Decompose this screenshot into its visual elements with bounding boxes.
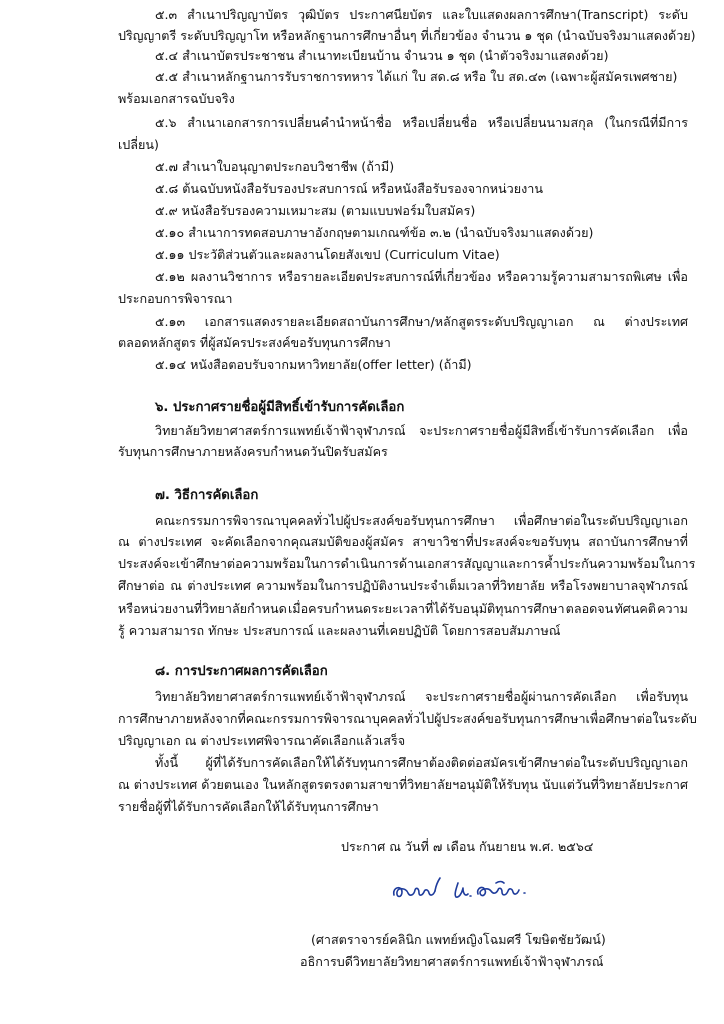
item-5-9: ๕.๙ หนังสือรับรองความเหมาะสม (ตามแบบฟอร์มใบสมัคร) [155, 203, 476, 218]
item-5-6-line-2: เปลี่ยน) [118, 137, 159, 152]
item-5-6-line-1: ๕.๖ สำเนาเอกสารการเปลี่ยนคำนำหน้าชื่อ หรือเปลี่ยนชื่อ หรือเปลี่ยนนามสกุล (ในกรณีที่มีการ [155, 115, 688, 130]
section-7-line-1: คณะกรรมการพิจารณาบุคคลทั่วไปผู้ประสงค์ขอรับทุนการศึกษา เพื่อศึกษาต่อในระดับปริญญาเอก [155, 513, 688, 528]
item-5-12-line-2: ประกอบการพิจารณา [118, 291, 233, 306]
section-7-line-3: ประสงค์จะเข้าศึกษาต่อ ความพร้อมในการดำเนินการด้านเอกสารสัญญาและการค้ำประกัน ความพร้อมในการ [118, 556, 696, 571]
item-5-3-line-1: ๕.๓ สำเนาปริญญาบัตร วุฒิบัตร ประกาศนียบัตร และใบแสดงผลการศึกษา(Transcript) ระดับ [155, 7, 688, 22]
section-8-line-5: ณ ต่างประเทศ ด้วยตนเอง ในหลักสูตรตรงตามสาขาที่วิทยาลัยฯอนุมัติให้รับทุน นับแต่วันที่วิทยาลัยประกาศ [118, 777, 688, 792]
section-6-line-2: รับทุนการศึกษาภายหลังครบกำหนดวันปิดรับสมัคร [118, 444, 388, 459]
item-5-7: ๕.๗ สำเนาใบอนุญาตประกอบวิชาชีพ (ถ้ามี) [155, 159, 395, 174]
section-8-heading: ๘. การประกาศผลการคัดเลือก [155, 664, 328, 679]
section-7-line-6: รู้ ความสามารถ ทักษะ ประสบการณ์ และผลงานที่เคยปฏิบัติ โดยการสอบสัมภาษณ์ [118, 623, 561, 638]
item-5-5-line-2: พร้อมเอกสารฉบับจริง [118, 91, 235, 106]
section-7-line-5: หรือหน่วยงานที่วิทยาลัยกำหนด เมื่อครบกำหนดระยะเวลาที่ได้รับอนุมัติทุนการศึกษา ตลอดจน ทัศนคติ ความ [118, 601, 688, 616]
item-5-14: ๕.๑๔ หนังสือตอบรับจากมหาวิทยาลัย(offer letter) (ถ้ามี) [155, 357, 472, 372]
item-5-12-line-1: ๕.๑๒ ผลงานวิชาการ หรือรายละเอียดประสบการณ์ที่เกี่ยวข้อง หรือความรู้ความสามารถพิเศษ เพื่อ [155, 269, 688, 284]
section-8-line-3: ปริญญาเอก ณ ต่างประเทศพิจารณาคัดเลือกแล้วเสร็จ [118, 733, 406, 748]
section-8-line-2: การศึกษาภายหลังจากที่ คณะกรรมการพิจารณาบุคคลทั่วไปผู้ประสงค์ขอรับทุนการศึกษา เพื่อศึกษาต่อในระดับ [118, 711, 697, 726]
section-6-line-1: วิทยาลัยวิทยาศาสตร์การแพทย์เจ้าฟ้าจุฬาภรณ์ จะประกาศรายชื่อผู้มีสิทธิ์เข้ารับการคัดเลือก เพื่อ [155, 423, 688, 438]
section-7-heading: ๗. วิธีการคัดเลือก [155, 488, 259, 503]
item-5-13-line-1: ๕.๑๓ เอกสารแสดงรายละเอียดสถาบันการศึกษา/หลักสูตรระดับปริญญาเอก ณ ต่างประเทศ [155, 314, 688, 329]
item-5-10: ๕.๑๐ สำเนาการทดสอบภาษาอังกฤษตามเกณฑ์ข้อ ๓.๒ (นำฉบับจริงมาแสดงด้วย) [155, 225, 594, 240]
signatory-name: (ศาสตราจารย์คลินิก แพทย์หญิงโฉมศรี โฆษิตชัยวัฒน์) [311, 932, 606, 947]
section-7-line-2: ณ ต่างประเทศ จะคัดเลือกจากคุณสมบัติของผู้สมัคร สาขาวิชาที่ประสงค์จะขอรับทุน สถาบันการศึกษาที่ [118, 534, 688, 549]
signatory-title: อธิการบดีวิทยาลัยวิทยาศาสตร์การแพทย์เจ้าฟ้าจุฬาภรณ์ [300, 954, 604, 969]
item-5-5-line-1: ๕.๕ สำเนาหลักฐานการรับราชการทหาร ได้แก่ ใบ สด.๘ หรือ ใบ สด.๔๓ (เฉพาะผู้สมัครเพศชาย) [155, 69, 678, 84]
item-5-3-line-2: ปริญญาตรี ระดับปริญญาโท หรือหลักฐานการศึกษาอื่นๆ ที่เกี่ยวข้อง จำนวน ๑ ชุด (นำฉบับจริงมาแสดงด้วย) [118, 28, 696, 43]
item-5-8: ๕.๘ ต้นฉบับหนังสือรับรองประสบการณ์ หรือหนังสือรับรองจากหน่วยงาน [155, 181, 543, 196]
section-6-heading: ๖. ประกาศรายชื่อผู้มีสิทธิ์เข้ารับการคัดเลือก [155, 400, 405, 415]
item-5-4: ๕.๔ สำเนาบัตรประชาชน สำเนาทะเบียนบ้าน จำนวน ๑ ชุด (นำตัวจริงมาแสดงด้วย) [155, 48, 609, 63]
item-5-13-line-2: ตลอดหลักสูตร ที่ผู้สมัครประสงค์ขอรับทุนการศึกษา [118, 335, 391, 350]
announcement-date: ประกาศ ณ วันที่ ๗ เดือน กันยายน พ.ศ. ๒๕๖๔ [341, 839, 594, 854]
section-8-line-6: รายชื่อผู้ที่ได้รับการคัดเลือกให้ได้รับทุนการศึกษา [118, 799, 379, 814]
handwritten-signature [388, 873, 538, 907]
section-8-line-1: วิทยาลัยวิทยาศาสตร์การแพทย์เจ้าฟ้าจุฬาภรณ์ จะประกาศรายชื่อผู้ผ่านการคัดเลือก เพื่อรับทุน [155, 689, 688, 704]
section-7-line-4: ศึกษาต่อ ณ ต่างประเทศ ความพร้อมในการปฏิบัติงานประจำเต็มเวลาที่วิทยาลัย หรือโรงพยาบาลจุฬาภรณ์ [118, 578, 688, 593]
item-5-11: ๕.๑๑ ประวัติส่วนตัวและผลงานโดยสังเขป (Curriculum Vitae) [155, 247, 500, 262]
section-8-line-4: ทั้งนี้ ผู้ที่ได้รับการคัดเลือกให้ได้รับทุนการศึกษาต้องติดต่อสมัครเข้าศึกษาต่อในระดับปริญญาเอก [155, 755, 688, 770]
